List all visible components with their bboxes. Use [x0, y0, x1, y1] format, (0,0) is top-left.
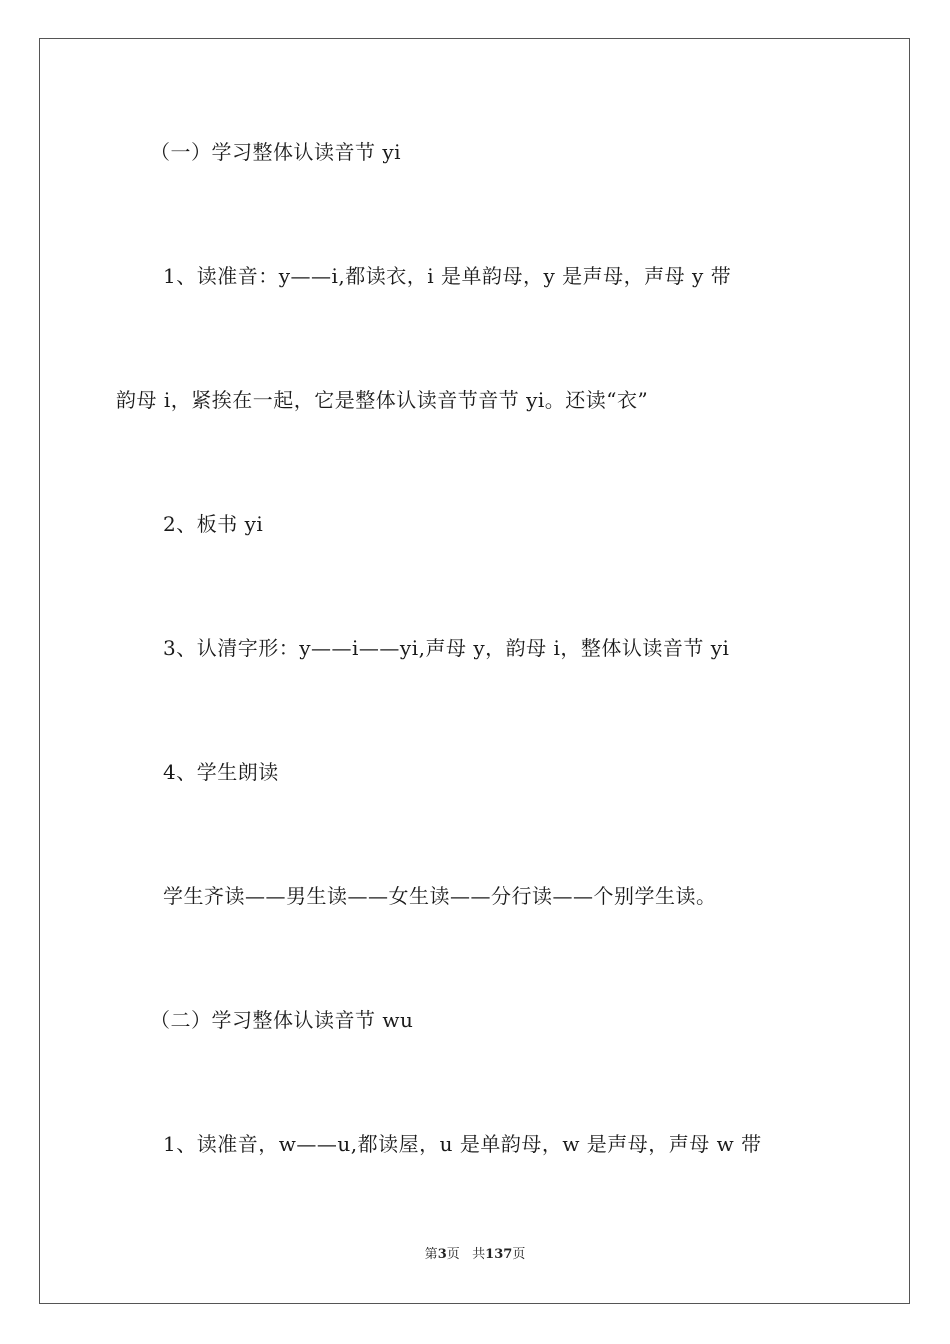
total-page-count: 137 [485, 1247, 513, 1262]
paragraph-line: 3、认清字形：y——i——yi,声母 y，韵母 i，整体认读音节 yi [163, 636, 730, 660]
paragraph-line: 4、学生朗读 [163, 760, 279, 784]
paragraph-line: 1、读准音，w——u,都读屋，u 是单韵母，w 是声母，声母 w 带 [163, 1132, 762, 1156]
section-heading-wu: （二）学习整体认读音节 wu [150, 1008, 414, 1032]
paragraph-line: 学生齐读——男生读——女生读——分行读——个别学生读。 [163, 884, 717, 908]
total-pages-suffix: 页 [512, 1247, 526, 1262]
page-border [39, 38, 910, 1304]
page-number-prefix: 第 [424, 1247, 438, 1262]
paragraph-line: 2、板书 yi [163, 512, 264, 536]
section-heading-yi: （一）学习整体认读音节 yi [150, 140, 402, 164]
paragraph-line: 1、读准音：y——i,都读衣，i 是单韵母，y 是声母，声母 y 带 [163, 264, 732, 288]
current-page-number: 3 [437, 1247, 447, 1262]
page-number-suffix: 页 [446, 1247, 460, 1262]
total-pages-prefix: 共 [472, 1247, 486, 1262]
paragraph-line: 韵母 i，紧挨在一起，它是整体认读音节音节 yi。还读“衣” [116, 388, 649, 412]
page-footer [0, 1246, 950, 1264]
